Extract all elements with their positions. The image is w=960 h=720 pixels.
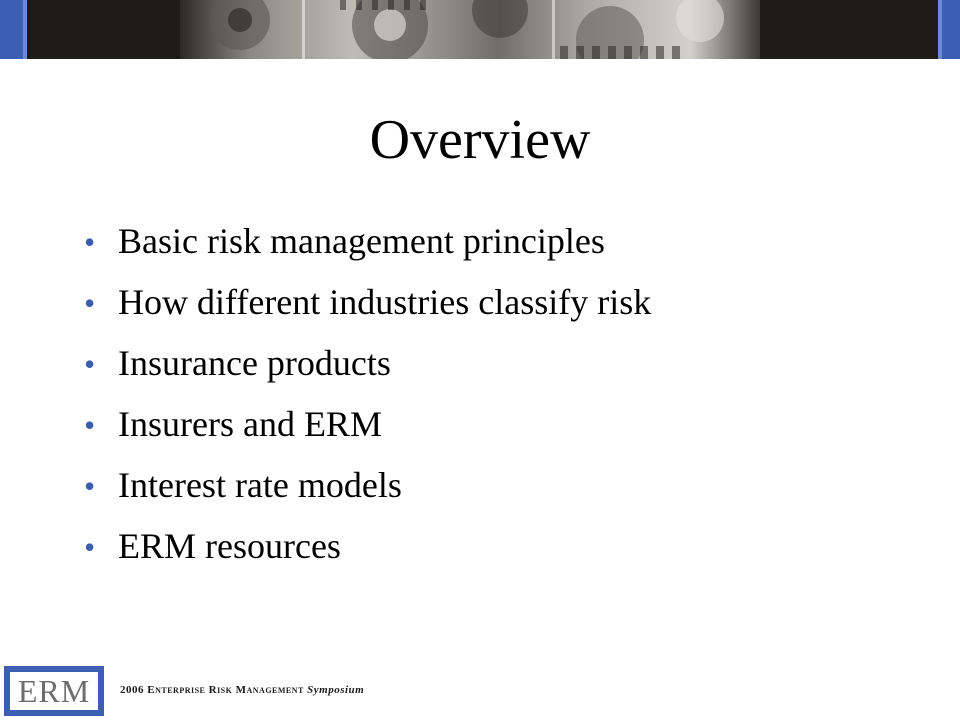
header-banner — [0, 0, 960, 59]
bullet-icon: • — [84, 346, 96, 382]
bullet-icon: • — [84, 224, 96, 260]
bullet-text: Insurers and ERM — [118, 404, 382, 444]
bullet-item — [84, 399, 651, 460]
erm-logo — [4, 666, 104, 716]
gears-image — [180, 0, 760, 59]
footer-event-name: 2006 Enterprise Risk Management — [120, 684, 304, 696]
bullet-text: Basic risk management principles — [118, 221, 605, 261]
bullet-item — [84, 277, 651, 338]
bullet-item — [84, 338, 651, 399]
bullet-text: How different industries classify risk — [118, 282, 652, 322]
bullet-text: Insurance products — [118, 343, 391, 383]
bullet-item — [84, 521, 651, 582]
banner-edge-left — [0, 0, 27, 59]
bullet-list — [84, 216, 651, 582]
bullet-icon: • — [84, 468, 96, 504]
bullet-item — [84, 460, 651, 521]
bullet-text: ERM resources — [118, 526, 341, 566]
bullet-icon: • — [84, 529, 96, 565]
bullet-text: Interest rate models — [118, 465, 402, 505]
footer-event-title — [120, 682, 364, 698]
bullet-item — [84, 216, 651, 277]
bullet-icon: • — [84, 407, 96, 443]
bullet-icon: • — [84, 285, 96, 321]
erm-logo-text: ERM — [10, 672, 98, 710]
footer-event-suffix: Symposium — [307, 684, 365, 696]
slide-title: Overview — [369, 109, 591, 171]
banner-edge-right — [938, 0, 960, 59]
